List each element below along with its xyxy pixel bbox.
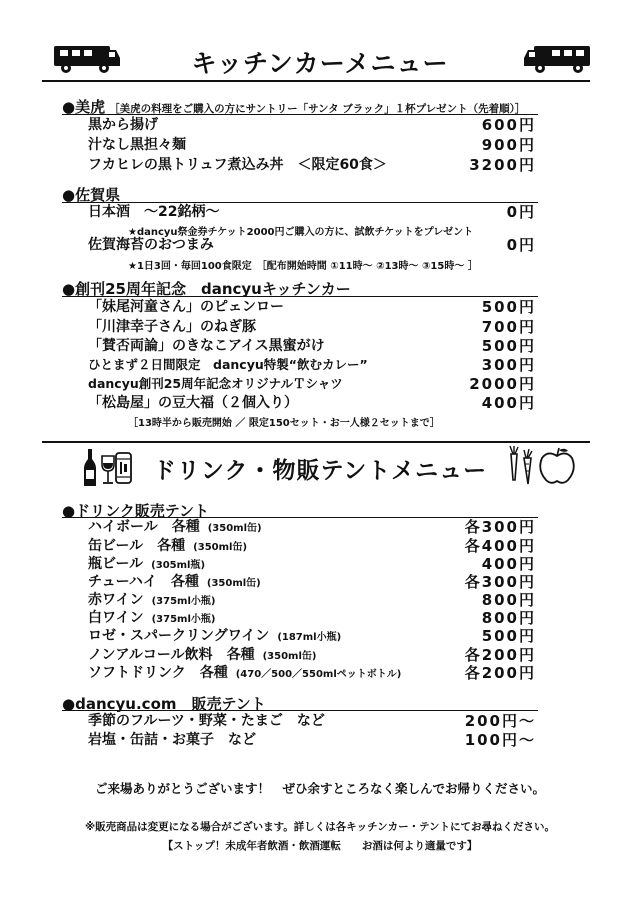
item-size: (350ml缶) — [193, 542, 248, 553]
apple-icon — [538, 446, 576, 490]
menu-item — [88, 554, 536, 574]
item-size: (350ml缶) — [206, 578, 261, 589]
menu-item — [88, 297, 536, 317]
truck-icon — [522, 42, 592, 78]
item-size: (350ml缶) — [262, 651, 317, 662]
item-price: 各400円 — [464, 537, 536, 555]
item-price: 700円 — [481, 318, 536, 336]
item-note: ［13時半から販売開始 ／ 限定150セット・お一人様２セットまで］ — [128, 418, 440, 429]
item-name: 「松島屋」の豆大福（２個入り） — [88, 395, 298, 411]
item-price: 各300円 — [464, 573, 536, 591]
section-name: ●佐賀県 — [62, 186, 121, 204]
item-price: 500円 — [481, 337, 536, 355]
item-name: 季節のフルーツ・野菜・たまご など — [88, 713, 325, 729]
item-size: (187ml小瓶) — [277, 632, 342, 643]
item-name: 赤ワイン — [88, 592, 144, 608]
section-name: ●美虎 — [62, 98, 106, 116]
drink-divider — [42, 441, 590, 443]
carrot-icon — [502, 444, 538, 490]
item-price: 600円 — [481, 116, 536, 134]
item-name: 「川津幸子さん」のねぎ豚 — [88, 319, 256, 335]
section-name: ●dancyu.com 販売テント — [62, 695, 266, 713]
item-name: 岩塩・缶詰・お菓子 など — [88, 732, 256, 748]
item-price: 3200円 — [469, 156, 536, 174]
item-price: 800円 — [481, 609, 536, 627]
item-price: 300円 — [481, 356, 536, 374]
item-price: 200円～ — [464, 712, 536, 730]
item-name: 黒から揚げ — [88, 117, 158, 133]
item-size: (470／500／550mlペットボトル) — [235, 669, 402, 680]
header-divider — [42, 80, 590, 82]
item-name: 「妹尾河童さん」のピェンロー — [88, 299, 284, 315]
item-name: ハイボール 各種 — [88, 519, 200, 535]
item-price: 各200円 — [464, 646, 536, 664]
item-price: 800円 — [481, 591, 536, 609]
item-name: 汁なし黒担々麺 — [88, 137, 186, 153]
item-note: ★1日3回・毎回100食限定 ［配布開始時間 ①11時～ ②13時～ ③15時～ ］ — [128, 261, 478, 272]
section-promo: ［美虎の料理をご購入の方にサントリー「サンタ ブラック」１杯プレゼント（先着順）］ — [109, 103, 526, 115]
menu-item — [88, 645, 536, 665]
drinking-warning: 【ストップ！未成年者飲酒・飲酒運転 お酒は何より適量です】 — [162, 840, 478, 852]
menu-item — [88, 235, 536, 255]
item-size: (375ml小瓶) — [151, 614, 216, 625]
item-name: ソフトドリンク 各種 — [88, 665, 228, 681]
thanks-message: ご来場ありがとうございます！ ぜひ余すところなく楽しんでお帰りください。 — [94, 781, 545, 796]
menu-item — [88, 374, 536, 394]
item-size: (305ml瓶) — [151, 560, 206, 571]
item-price: 400円 — [481, 555, 536, 573]
item-name: 白ワイン — [88, 610, 144, 626]
page-title: キッチンカーメニュー — [191, 49, 449, 78]
item-name: 佐賀海苔のおつまみ — [88, 237, 214, 253]
menu-item — [88, 355, 536, 375]
item-size: (375ml小瓶) — [151, 596, 216, 607]
section-name: ●創刊25周年記念 dancyuキッチンカー — [62, 280, 351, 298]
item-name: フカヒレの黒トリュフ煮込み丼 ＜限定60食＞ — [88, 157, 387, 173]
menu-item — [88, 115, 536, 135]
item-name: 「賛否両論」のきなこアイス黒蜜がけ — [88, 338, 325, 354]
menu-item — [88, 135, 536, 155]
menu-item — [88, 336, 536, 356]
menu-item — [88, 608, 536, 628]
menu-item — [88, 202, 536, 222]
menu-item — [88, 711, 536, 731]
item-price: 各200円 — [464, 664, 536, 682]
item-price: 100円～ — [464, 731, 536, 749]
item-price: 500円 — [481, 298, 536, 316]
menu-item — [88, 517, 536, 537]
menu-item — [88, 730, 536, 750]
item-price: 各300円 — [464, 518, 536, 536]
item-price: 0円 — [506, 236, 536, 254]
section-name: ●ドリンク販売テント — [62, 502, 210, 520]
item-name: ロゼ・スパークリングワイン — [88, 628, 270, 644]
drink-title: ドリンク・物販テントメニュー — [152, 458, 488, 484]
item-name: チューハイ 各種 — [88, 574, 199, 590]
notice-text: ※販売商品は変更になる場合がございます。詳しくは各キッチンカー・テントにてお尋ねください。 — [84, 821, 556, 833]
item-name: 瓶ビール — [88, 556, 144, 572]
menu-item — [88, 590, 536, 610]
item-name: 缶ビール 各種 — [88, 538, 186, 554]
item-price: 0円 — [506, 203, 536, 221]
item-size: (350ml缶) — [207, 523, 262, 534]
item-name: dancyu創刊25周年記念オリジナルＴシャツ — [88, 376, 343, 391]
menu-item — [88, 572, 536, 592]
item-name: ひとまず２日間限定 dancyu特製“飲むカレー” — [88, 357, 368, 372]
menu-item — [88, 317, 536, 337]
item-name: ノンアルコール飲料 各種 — [88, 647, 255, 663]
item-price: 500円 — [481, 627, 536, 645]
item-price: 400円 — [481, 394, 536, 412]
item-price: 900円 — [481, 136, 536, 154]
item-note: ★dancyu祭金券チケット2000円ご購入の方に、試飲チケットをプレゼント — [128, 227, 474, 238]
menu-item — [88, 536, 536, 556]
item-name: 日本酒 ～22銘柄～ — [88, 204, 220, 220]
menu-item — [88, 155, 536, 175]
menu-item — [88, 626, 536, 646]
item-price: 2000円 — [469, 375, 536, 393]
menu-item — [88, 393, 536, 413]
menu-item — [88, 663, 536, 683]
